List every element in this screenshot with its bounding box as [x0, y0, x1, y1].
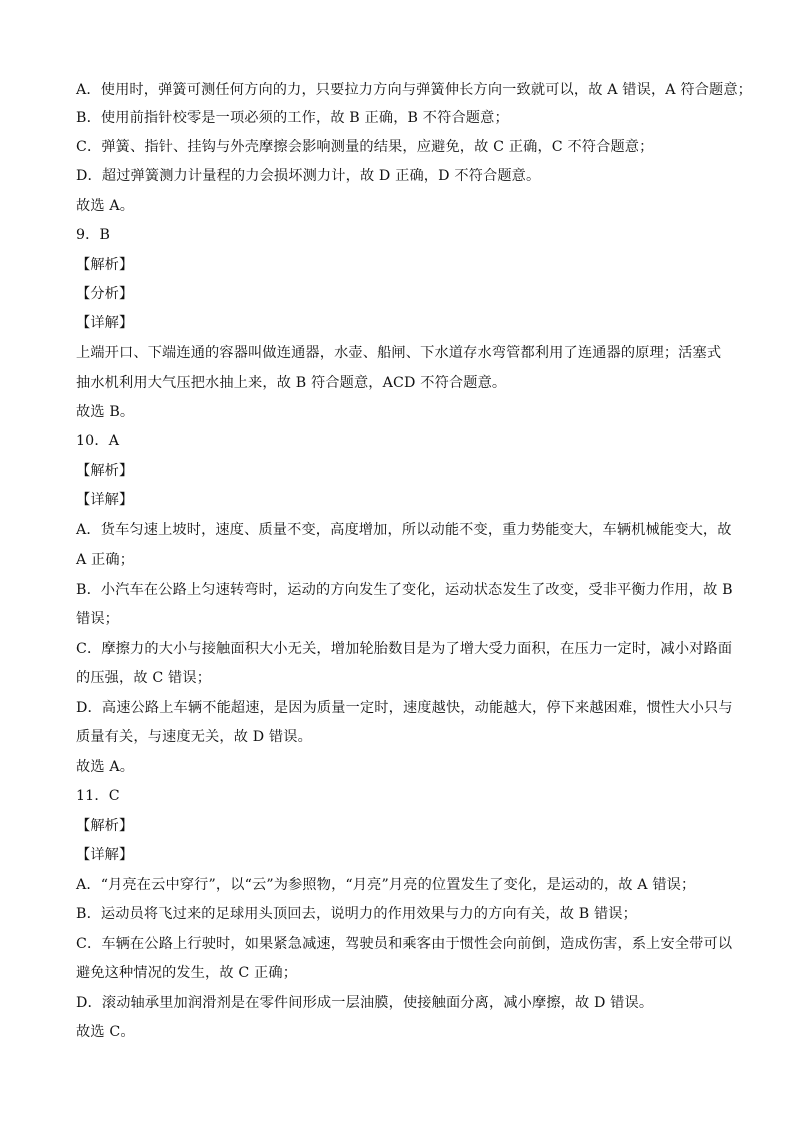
text-line: B．运动员将飞过来的足球用头顶回去，说明力的作用效果与力的方向有关，故 B 错误；	[76, 906, 637, 922]
answer-line: 故选 B。	[76, 404, 135, 420]
section-heading: 【解析】	[76, 257, 134, 273]
text-line: C．车辆在公路上行驶时，如果紧急减速，驾驶员和乘客由于惯性会向前倒，造成伤害，系上安全带可以	[76, 936, 733, 952]
text-line: 抽水机利用大气压把水抽上来，故 B 符合题意，ACD 不符合题意。	[76, 375, 507, 391]
section-heading: 【详解】	[76, 492, 134, 508]
text-line: B．使用前指针校零是一项必须的工作，故 B 正确，B 不符合题意；	[76, 110, 509, 126]
question-number: 10．A	[76, 433, 120, 449]
text-line: D．高速公路上车辆不能超速，是因为质量一定时，速度越快，动能越大，停下来越困难，惯性大小只与	[76, 700, 733, 716]
text-line: 质量有关，与速度无关，故 D 错误。	[76, 729, 312, 745]
question-number: 11．C	[76, 788, 120, 804]
text-line: D．滚动轴承里加润滑剂是在零件间形成一层油膜，使接触面分离，减小摩擦，故 D 错误。	[76, 995, 654, 1011]
text-line: A 正确；	[76, 552, 135, 568]
answer-line: 故选 C。	[76, 1024, 135, 1040]
text-line: B．小汽车在公路上匀速转弯时，运动的方向发生了变化，运动状态发生了改变，受非平衡力作用，故 B	[76, 582, 733, 598]
text-line: 错误；	[76, 611, 120, 627]
text-line: 的压强，故 C 错误；	[76, 670, 212, 686]
section-heading: 【详解】	[76, 847, 134, 863]
answer-line: 故选 A。	[76, 759, 135, 775]
section-heading: 【分析】	[76, 286, 134, 302]
text-line: 上端开口、下端连通的容器叫做连通器，水壶、船闸、下水道存水弯管都利用了连通器的原理；活塞式	[76, 345, 722, 361]
text-line: C．摩擦力的大小与接触面积大小无关，增加轮胎数目是为了增大受力面积，在压力一定时，减小对路面	[76, 641, 733, 657]
section-heading: 【详解】	[76, 315, 134, 331]
text-line: D．超过弹簧测力计量程的力会损坏测力计，故 D 正确，D 不符合题意。	[76, 168, 541, 184]
text-line: C．弹簧、指针、挂钩与外壳摩擦会影响测量的结果，应避免，故 C 正确，C 不符合题意；	[76, 139, 654, 155]
text-line: A．货车匀速上坡时，速度、质量不变，高度增加，所以动能不变，重力势能变大，车辆机械能变大，故	[76, 522, 732, 538]
section-heading: 【解析】	[76, 818, 134, 834]
question-number: 9．B	[76, 227, 111, 243]
section-heading: 【解析】	[76, 463, 134, 479]
text-line: A．使用时，弹簧可测任何方向的力，只要拉力方向与弹簧伸长方向一致就可以，故 A 错误，A 符合题意；	[76, 82, 753, 98]
text-line: 避免这种情况的发生，故 C 正确；	[76, 965, 298, 981]
answer-line: 故选 A。	[76, 198, 135, 214]
text-line: A．“月亮在云中穿行”，以“云”为参照物，“月亮”月亮的位置发生了变化，是运动的，故 A 错误；	[76, 877, 696, 893]
